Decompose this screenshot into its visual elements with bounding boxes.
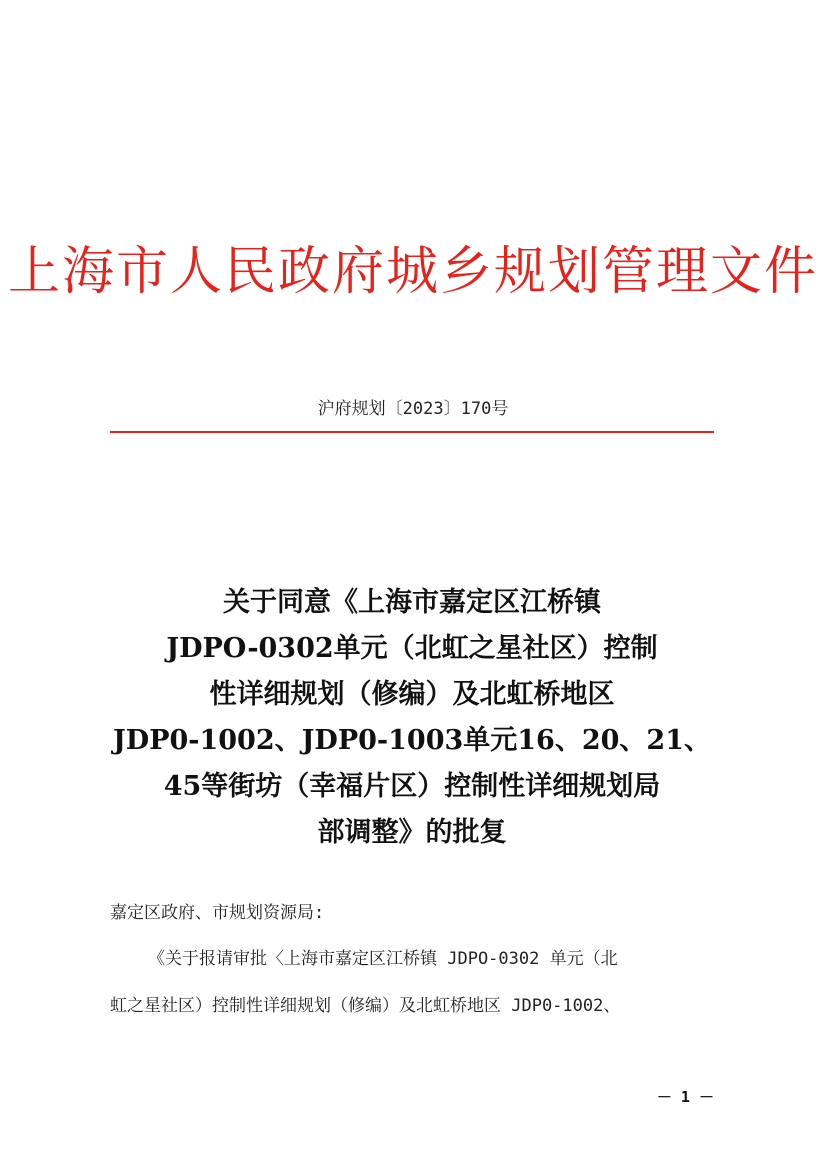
addressee-line: 嘉定区政府、市规划资源局: <box>110 903 325 923</box>
document-title-line: 性详细规划（修编）及北虹桥地区 <box>209 679 615 710</box>
body-text-line: 虹之星社区）控制性详细规划（修编）及北虹桥地区 JDP0-1002、 <box>110 996 621 1016</box>
issuing-authority-header: 上海市人民政府城乡规划管理文件 <box>7 242 818 302</box>
page-number: － 1 － <box>656 1088 714 1106</box>
document-title-line: 45等街坊（幸福片区）控制性详细规划局 <box>163 771 661 802</box>
document-title-line: 关于同意《上海市嘉定区江桥镇 <box>223 587 601 618</box>
document-title-line: 部调整》的批复 <box>317 817 507 848</box>
document-title <box>110 580 714 856</box>
red-divider-line <box>110 431 714 433</box>
document-title-line: JDPO-0302单元（北虹之星社区）控制 <box>166 633 658 664</box>
document-title-line: JDP0-1002、JDP0-1003单元16、20、21、 <box>113 725 711 756</box>
document-number: 沪府规划〔2023〕170号 <box>317 399 509 419</box>
body-text-line: 《关于报请审批〈上海市嘉定区江桥镇 JDPO-0302 单元（北 <box>148 949 618 969</box>
